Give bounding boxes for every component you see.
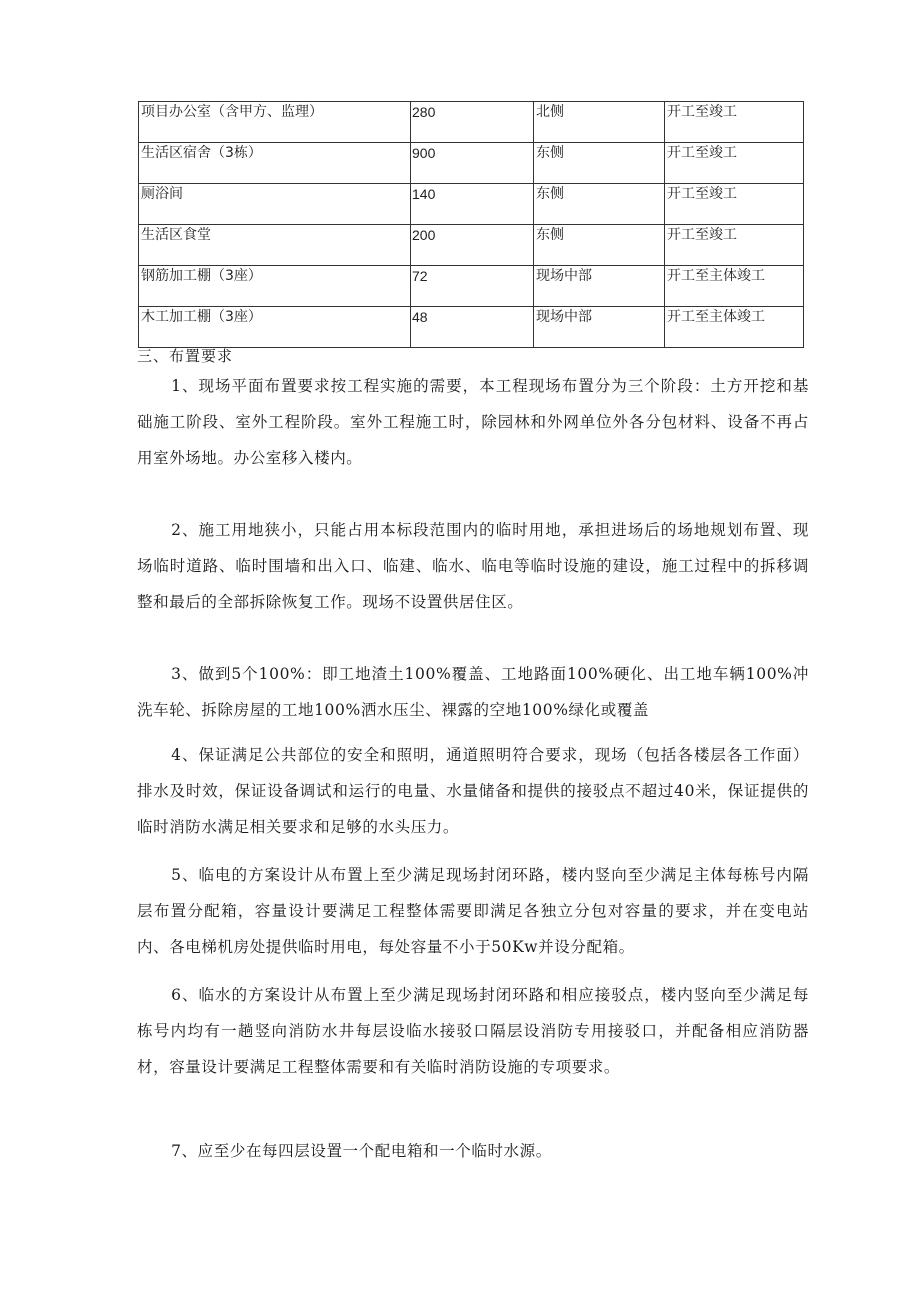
facility-period-cell: 开工至主体竣工 bbox=[665, 307, 804, 348]
facility-name-cell: 厕浴间 bbox=[139, 184, 411, 225]
facility-area-cell: 72 bbox=[411, 266, 534, 307]
table-row bbox=[139, 307, 804, 348]
facility-area-cell: 900 bbox=[411, 143, 534, 184]
facility-name-cell: 木工加工棚（3座） bbox=[139, 307, 411, 348]
paragraph-7: 7、应至少在每四层设置一个配电箱和一个临时水源。 bbox=[171, 1142, 552, 1160]
facility-period-cell: 开工至主体竣工 bbox=[665, 266, 804, 307]
facility-name-cell: 生活区食堂 bbox=[139, 225, 411, 266]
facility-name-cell: 项目办公室（含甲方、监理） bbox=[139, 102, 411, 143]
facility-area-cell: 280 bbox=[411, 102, 534, 143]
facility-name-cell: 生活区宿舍（3栋） bbox=[139, 143, 411, 184]
table-row bbox=[139, 184, 804, 225]
facility-period-cell: 开工至竣工 bbox=[665, 184, 804, 225]
section-heading: 三、布置要求 bbox=[137, 347, 234, 365]
paragraph-6: 6、临水的方案设计从布置上至少满足现场封闭环路和相应接驳点，楼内竖向至少满足每栋号内均有一趟竖向消防水井每层设临水接驳口隔层设消防专用接驳口，并配备相应消防器材，容量设计要满足工程整体需要和有关临时消防设施的专项要求。 bbox=[137, 986, 809, 1076]
facility-area-cell: 48 bbox=[411, 307, 534, 348]
facility-location-cell: 现场中部 bbox=[534, 266, 665, 307]
paragraph-5: 5、临电的方案设计从布置上至少满足现场封闭环路，楼内竖向至少满足主体每栋号内隔层布置分配箱，容量设计要满足工程整体需要即满足各独立分包对容量的要求，并在变电站内、各电梯机房处提供临时用电，每处容量不小于50Kw并设分配箱。 bbox=[137, 866, 809, 956]
facility-period-cell: 开工至竣工 bbox=[665, 102, 804, 143]
temporary-facilities-table bbox=[138, 101, 804, 348]
paragraph-1: 1、现场平面布置要求按工程实施的需要，本工程现场布置分为三个阶段：土方开挖和基础施工阶段、室外工程阶段。室外工程施工时，除园林和外网单位外各分包材料、设备不再占用室外场地。办公室移入楼内。 bbox=[137, 377, 809, 467]
paragraph-4: 4、保证满足公共部位的安全和照明，通道照明符合要求，现场（包括各楼层各工作面）排水及时效，保证设备调试和运行的电量、水量储备和提供的接驳点不超过40米，保证提供的临时消防水满足相关要求和足够的水头压力。 bbox=[137, 746, 809, 836]
table-row bbox=[139, 102, 804, 143]
table-row bbox=[139, 143, 804, 184]
facility-name-cell: 钢筋加工棚（3座） bbox=[139, 266, 411, 307]
facility-location-cell: 北侧 bbox=[534, 102, 665, 143]
facility-period-cell: 开工至竣工 bbox=[665, 143, 804, 184]
facility-location-cell: 东侧 bbox=[534, 225, 665, 266]
paragraph-3: 3、做到5个100%：即工地渣土100%覆盖、工地路面100%硬化、出工地车辆100%冲洗车轮、拆除房屋的工地100%洒水压尘、裸露的空地100%绿化或覆盖 bbox=[137, 665, 809, 719]
paragraph-2: 2、施工用地狭小，只能占用本标段范围内的临时用地，承担进场后的场地规划布置、现场临时道路、临时围墙和出入口、临建、临水、临电等临时设施的建设，施工过程中的拆移调整和最后的全部拆除恢复工作。现场不设置供居住区。 bbox=[137, 521, 809, 611]
facility-period-cell: 开工至竣工 bbox=[665, 225, 804, 266]
facility-area-cell: 200 bbox=[411, 225, 534, 266]
table-row bbox=[139, 225, 804, 266]
facility-location-cell: 东侧 bbox=[534, 143, 665, 184]
facility-location-cell: 东侧 bbox=[534, 184, 665, 225]
facility-location-cell: 现场中部 bbox=[534, 307, 665, 348]
facility-area-cell: 140 bbox=[411, 184, 534, 225]
table-row bbox=[139, 266, 804, 307]
